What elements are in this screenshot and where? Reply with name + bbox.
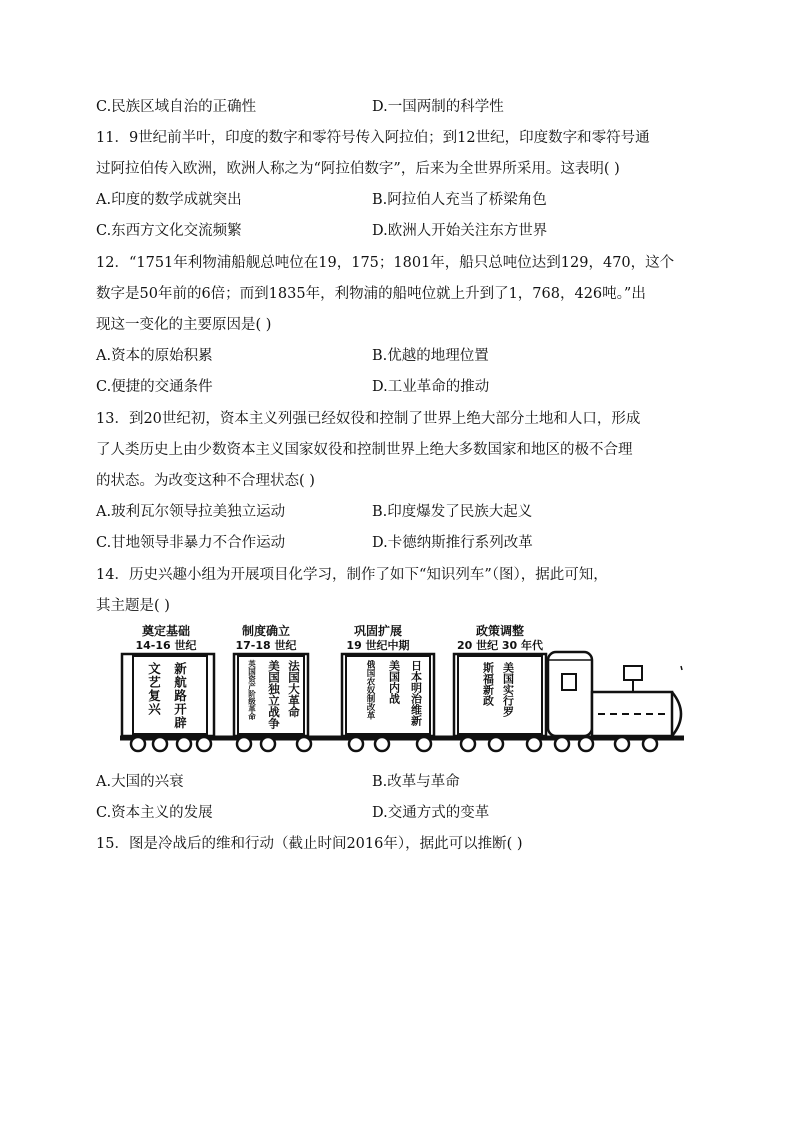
q14-option-a: A.大国的兴衰 [96,774,184,790]
car-2-period: 17-18 世纪 [235,639,297,652]
q10-option-d: D.一国两制的科学性 [372,99,504,115]
q12-option-a: A.资本的原始积累 [96,348,213,364]
train-car-3 [342,623,434,736]
q12-option-d: D.工业革命的推动 [372,379,490,395]
car-1-title: 奠定基础 [141,624,191,638]
q11-option-b: B.阿拉伯人充当了桥梁角色 [372,192,547,208]
car-3-col-2: 美国内战 [387,660,401,704]
car-3-col-1: 日本明治维新 [409,660,423,726]
q15-stem-line-1: 15．图是冷战后的维和行动（截止时间2016年），据此可以推断( ) [96,836,523,852]
q11-option-c: C.东西方文化交流频繁 [96,223,242,239]
car-3-period: 19 世纪中期 [346,639,410,652]
q14-stem-line-1: 14．历史兴趣小组为开展项目化学习，制作了如下“知识列车”（图），据此可知， [96,567,608,583]
car-1-period: 14-16 世纪 [135,639,197,652]
q11-option-d: D.欧洲人开始关注东方世界 [372,223,548,239]
car-1-col-2: 文艺复兴 [146,662,162,716]
car-4-title: 政策调整 [475,624,525,638]
train-car-4 [454,623,546,736]
car-2-col-3: 英国资产阶级革命 [247,660,257,720]
q11-option-a: A.印度的数学成就突出 [96,192,242,208]
q12-option-b: B.优越的地理位置 [372,348,489,364]
car-3-col-3: 俄国农奴制改革 [365,660,375,720]
q13-stem-line-1: 13．到20世纪初，资本主义列强已经奴役和控制了世界上绝大部分土地和人口，形成 [96,411,641,427]
train-car-2 [234,623,308,736]
q12-stem-line-2: 数字是50年前的6倍；而到1835年，利物浦的船吨位就上升到了1，768，426吨。”出 [96,286,646,302]
car-4-col-1: 美国实行罗 [501,662,515,717]
q13-option-c: C.甘地领导非暴力不合作运动 [96,535,286,551]
q13-option-d: D.卡德纳斯推行系列改革 [372,535,533,551]
car-1-col-1: 新航路开辟 [172,662,188,730]
q14-stem-line-2: 其主题是( ) [96,598,170,614]
q10-option-c: C.民族区域自治的正确性 [96,99,257,115]
q12-stem-line-1: 12．“1751年利物浦船舰总吨位在19，175；1801年，船只总吨位达到129，470，这个 [96,255,675,271]
q11-stem-line-1: 11．9世纪前半叶，印度的数字和零符号传入阿拉伯；到12世纪，印度数字和零符号通 [96,130,650,146]
knowledge-train-figure [116,622,696,762]
car-4-col-2: 斯福新政 [481,662,495,706]
train-car-1 [122,623,214,736]
q11-stem-line-2: 过阿拉伯传入欧洲，欧洲人称之为“阿拉伯数字”，后来为全世界所采用。这表明( ) [96,161,620,177]
car-2-col-1: 法国大革命 [287,660,301,718]
q14-option-b: B.改革与革命 [372,774,460,790]
q13-option-b: B.印度爆发了民族大起义 [372,504,533,520]
q14-option-d: D.交通方式的变革 [372,805,490,821]
q13-stem-line-3: 的状态。为改变这种不合理状态( ) [96,473,315,489]
q13-stem-line-2: 了人类历史上由少数资本主义国家奴役和控制世界上绝大多数国家和地区的极不合理 [96,442,633,458]
car-2-col-2: 美国独立战争 [267,660,281,729]
q12-stem-line-3: 现这一变化的主要原因是( ) [96,317,272,333]
locomotive [548,652,682,736]
q13-option-a: A.玻利瓦尔领导拉美独立运动 [96,504,286,520]
q14-option-c: C.资本主义的发展 [96,805,213,821]
car-3-title: 巩固扩展 [353,624,403,638]
car-4-period: 20 世纪 30 年代 [456,639,544,652]
q12-option-c: C.便捷的交通条件 [96,379,213,395]
car-2-title: 制度确立 [241,624,291,638]
